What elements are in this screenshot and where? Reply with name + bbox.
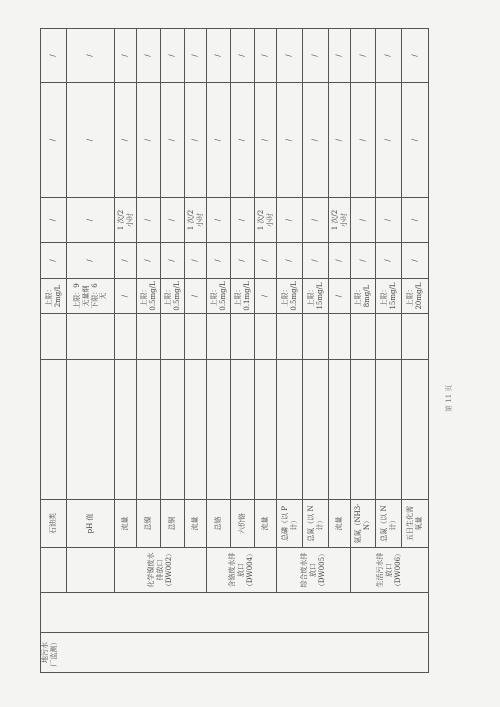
value-cell: / bbox=[115, 243, 137, 279]
standard-cell bbox=[137, 360, 161, 500]
limit-cell: 上限： 2mg/L bbox=[41, 279, 67, 314]
method-cell bbox=[185, 314, 207, 360]
limit-cell: / bbox=[115, 279, 137, 314]
standard-cell bbox=[67, 360, 115, 500]
method-cell bbox=[137, 314, 161, 360]
monitoring-table bbox=[40, 28, 429, 673]
value-cell: / bbox=[402, 198, 429, 243]
value-cell: / bbox=[67, 198, 115, 243]
value-cell: / bbox=[329, 29, 351, 83]
outlet-cell: 综合废水排 放口 （DW005） bbox=[277, 548, 351, 593]
value-cell: / bbox=[41, 29, 67, 83]
standard-cell bbox=[376, 360, 402, 500]
value-cell: / bbox=[41, 198, 67, 243]
method-cell bbox=[41, 314, 67, 360]
value-cell: / bbox=[255, 29, 277, 83]
value-cell: / bbox=[277, 243, 303, 279]
value-cell: / bbox=[329, 243, 351, 279]
value-cell: / bbox=[402, 29, 429, 83]
pollutant-cell: 六价铬 bbox=[231, 500, 255, 548]
outlet-cell: 含铬废水排 放口 （DW004） bbox=[207, 548, 277, 593]
standard-cell bbox=[351, 360, 376, 500]
standard-cell bbox=[115, 360, 137, 500]
table-row bbox=[277, 29, 303, 673]
outlet-cell: 生活污水排 放口 （DW006） bbox=[351, 548, 429, 593]
pollutant-cell: 总磷（以 P 计） bbox=[277, 500, 303, 548]
method-cell bbox=[277, 314, 303, 360]
value-cell: / bbox=[231, 83, 255, 198]
value-cell: 1 次/2 小时 bbox=[185, 198, 207, 243]
value-cell: / bbox=[303, 243, 329, 279]
value-cell: / bbox=[137, 243, 161, 279]
value-cell: 1 次/2 小时 bbox=[115, 198, 137, 243]
method-cell bbox=[255, 314, 277, 360]
value-cell: / bbox=[376, 198, 402, 243]
limit-cell: 上限： 0.5mg/L bbox=[207, 279, 231, 314]
standard-cell bbox=[41, 360, 67, 500]
value-cell: / bbox=[277, 83, 303, 198]
standard-cell bbox=[277, 360, 303, 500]
table-row bbox=[115, 29, 137, 673]
value-cell: / bbox=[41, 243, 67, 279]
value-cell: / bbox=[67, 243, 115, 279]
method-cell bbox=[161, 314, 185, 360]
pollutant-cell: 总氮（以 N 计） bbox=[376, 500, 402, 548]
value-cell: / bbox=[277, 198, 303, 243]
pollutant-cell: 五日生化需 氧量 bbox=[402, 500, 429, 548]
value-cell: / bbox=[303, 83, 329, 198]
method-cell bbox=[351, 314, 376, 360]
table-row bbox=[351, 29, 376, 673]
standard-cell bbox=[161, 360, 185, 500]
pollutant-cell: 总铜 bbox=[161, 500, 185, 548]
value-cell: 1 次/2 小时 bbox=[255, 198, 277, 243]
pollutant-cell: 流量 bbox=[185, 500, 207, 548]
value-cell: / bbox=[376, 243, 402, 279]
value-cell: / bbox=[161, 83, 185, 198]
method-cell bbox=[329, 314, 351, 360]
value-cell: / bbox=[137, 29, 161, 83]
pollutant-cell: 石油类 bbox=[41, 500, 67, 548]
pollutant-cell: 氨氮（NH3-N） bbox=[351, 500, 376, 548]
value-cell: / bbox=[303, 29, 329, 83]
pollutant-cell: 总镍 bbox=[137, 500, 161, 548]
standard-cell bbox=[303, 360, 329, 500]
method-cell bbox=[115, 314, 137, 360]
value-cell: / bbox=[41, 83, 67, 198]
outlet-cell-empty bbox=[41, 548, 67, 593]
page-number: 第 11 页 bbox=[445, 384, 453, 412]
standard-cell bbox=[185, 360, 207, 500]
value-cell: / bbox=[402, 83, 429, 198]
value-cell: / bbox=[231, 198, 255, 243]
pollutant-cell: pH 值 bbox=[67, 500, 115, 548]
value-cell: / bbox=[207, 29, 231, 83]
table-row bbox=[207, 29, 231, 673]
limit-cell: / bbox=[329, 279, 351, 314]
value-cell: / bbox=[115, 29, 137, 83]
table-row bbox=[67, 29, 115, 673]
value-cell: / bbox=[161, 29, 185, 83]
value-cell: / bbox=[185, 83, 207, 198]
side-label-cell: 地污水 厂监测） bbox=[41, 633, 429, 673]
limit-cell: / bbox=[185, 279, 207, 314]
limit-cell: 上限：9 无量纲 下限：6 无 bbox=[67, 279, 115, 314]
value-cell: / bbox=[207, 198, 231, 243]
standard-cell bbox=[402, 360, 429, 500]
method-cell bbox=[303, 314, 329, 360]
value-cell: / bbox=[67, 83, 115, 198]
value-cell: / bbox=[185, 243, 207, 279]
value-cell: / bbox=[351, 83, 376, 198]
limit-cell: 上限： 0.1mg/L bbox=[231, 279, 255, 314]
value-cell: / bbox=[277, 29, 303, 83]
value-cell: / bbox=[231, 29, 255, 83]
value-cell: / bbox=[137, 198, 161, 243]
pollutant-cell: 总铬 bbox=[207, 500, 231, 548]
standard-cell bbox=[329, 360, 351, 500]
limit-cell: 上限： 0.5mg/L bbox=[137, 279, 161, 314]
table-row bbox=[41, 29, 67, 673]
limit-cell: / bbox=[255, 279, 277, 314]
pollutant-cell: 流量 bbox=[255, 500, 277, 548]
method-cell bbox=[67, 314, 115, 360]
blank-cell bbox=[41, 593, 429, 633]
value-cell: / bbox=[329, 83, 351, 198]
value-cell: / bbox=[351, 198, 376, 243]
value-cell: / bbox=[376, 29, 402, 83]
value-cell: / bbox=[351, 29, 376, 83]
limit-cell: 上限： 8mg/L bbox=[351, 279, 376, 314]
value-cell: / bbox=[231, 243, 255, 279]
value-cell: 1 次/2 小时 bbox=[329, 198, 351, 243]
value-cell: / bbox=[303, 198, 329, 243]
outlet-cell-empty bbox=[67, 548, 115, 593]
value-cell: / bbox=[255, 243, 277, 279]
limit-cell: 上限： 15mg/L bbox=[376, 279, 402, 314]
limit-cell: 上限： 15mg/L bbox=[303, 279, 329, 314]
value-cell: / bbox=[185, 29, 207, 83]
limit-cell: 上限： 20mg/L bbox=[402, 279, 429, 314]
method-cell bbox=[231, 314, 255, 360]
pollutant-cell: 流量 bbox=[329, 500, 351, 548]
method-cell bbox=[376, 314, 402, 360]
value-cell: / bbox=[255, 83, 277, 198]
outlet-cell: 化学镍废水 排放口 （DW002） bbox=[115, 548, 207, 593]
value-cell: / bbox=[351, 243, 376, 279]
method-cell bbox=[402, 314, 429, 360]
value-cell: / bbox=[115, 83, 137, 198]
pollutant-cell: 流量 bbox=[115, 500, 137, 548]
value-cell: / bbox=[402, 243, 429, 279]
value-cell: / bbox=[207, 243, 231, 279]
pollutant-cell: 总氮（以 N 计） bbox=[303, 500, 329, 548]
value-cell: / bbox=[376, 83, 402, 198]
standard-cell bbox=[231, 360, 255, 500]
limit-cell: 上限： 0.5mg/L bbox=[277, 279, 303, 314]
value-cell: / bbox=[161, 243, 185, 279]
standard-cell bbox=[207, 360, 231, 500]
value-cell: / bbox=[137, 83, 161, 198]
limit-cell: 上限： 0.5mg/L bbox=[161, 279, 185, 314]
rotated-table-wrapper bbox=[40, 29, 428, 673]
value-cell: / bbox=[207, 83, 231, 198]
value-cell: / bbox=[67, 29, 115, 83]
method-cell bbox=[207, 314, 231, 360]
value-cell: / bbox=[161, 198, 185, 243]
standard-cell bbox=[255, 360, 277, 500]
